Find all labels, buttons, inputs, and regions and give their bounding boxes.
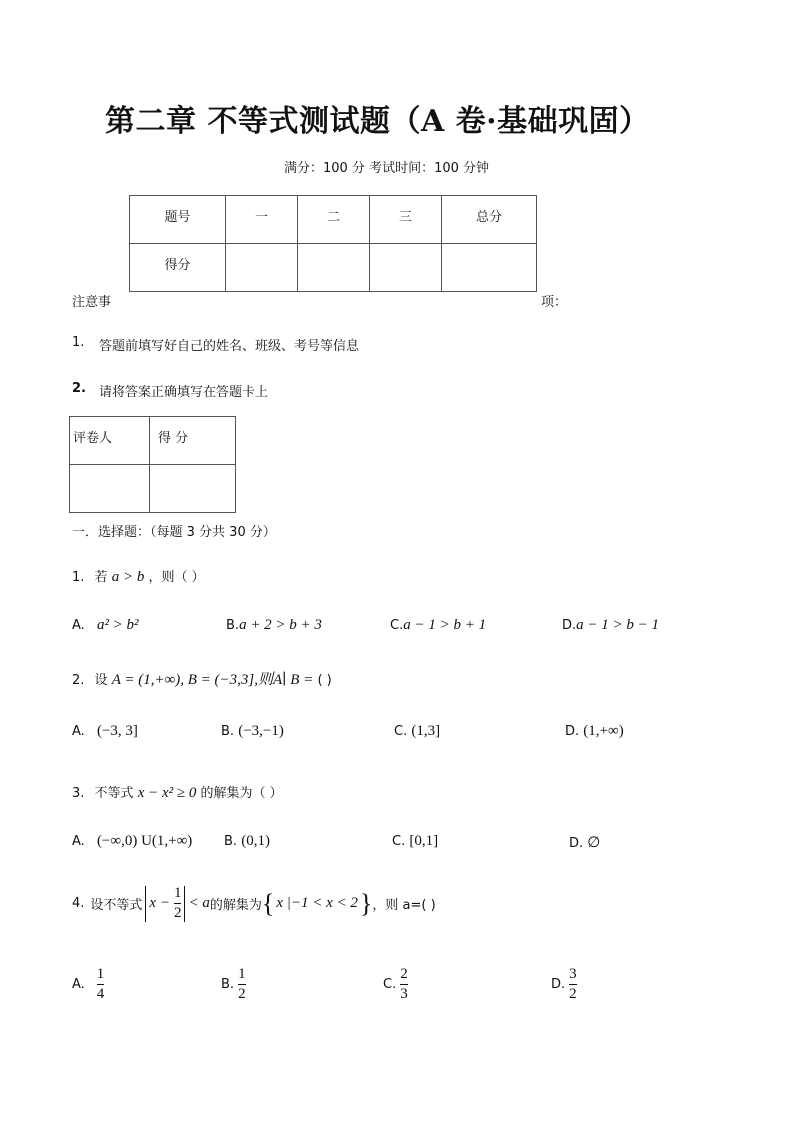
- question-stem-text: 设不等式: [90, 898, 143, 913]
- fraction: [400, 966, 408, 1003]
- option-label: B.: [221, 724, 235, 739]
- option-d[interactable]: [551, 966, 577, 1003]
- fraction-numerator: 2: [400, 966, 408, 982]
- question-stem-text: ，则 a=( ): [372, 898, 436, 913]
- score-row-label: 得分: [130, 244, 226, 292]
- notice-label-right: 项：: [541, 295, 568, 310]
- option-b[interactable]: [221, 723, 284, 740]
- fraction-denominator: 3: [400, 986, 408, 1002]
- section-heading: 一．选择题：（每题 3 分共 30 分）: [72, 525, 276, 540]
- absolute-value-bar: [184, 886, 185, 922]
- option-label: A.: [72, 977, 85, 992]
- option-label: D.: [562, 618, 577, 633]
- option-c[interactable]: [394, 723, 440, 740]
- score-header-cell: 一: [226, 196, 298, 244]
- fraction-numerator: 1: [173, 885, 182, 901]
- score-header-cell: 总分: [442, 196, 537, 244]
- question-math: x − x² ≥ 0: [137, 785, 197, 801]
- option-math: (1,3]: [411, 723, 441, 739]
- option-b[interactable]: [226, 617, 322, 634]
- question-stem-text: 的解集为: [209, 898, 262, 913]
- question-number: 1.: [72, 570, 85, 585]
- option-math: (1,+∞): [583, 723, 624, 739]
- grader-header-cell: 得 分: [150, 417, 236, 465]
- page-title: 第二章 不等式测试题（A 卷·基础巩固）: [105, 104, 650, 139]
- option-d[interactable]: [562, 617, 659, 634]
- option-math: (−3,−1): [238, 723, 284, 739]
- option-label: A.: [72, 724, 85, 739]
- option-math: ∅: [587, 835, 601, 851]
- question-2: [72, 668, 332, 689]
- question-3: [72, 782, 283, 802]
- option-label: C.: [383, 977, 397, 992]
- option-b[interactable]: [224, 833, 270, 850]
- question-stem-text: ( ): [317, 673, 332, 688]
- question-stem-text: 若: [94, 570, 108, 585]
- option-c[interactable]: [390, 617, 486, 634]
- fraction-denominator: 2: [238, 986, 246, 1002]
- fraction-bar: [400, 984, 408, 985]
- option-label: B.: [221, 977, 235, 992]
- option-d[interactable]: [565, 723, 624, 740]
- fraction: [97, 966, 105, 1003]
- option-c[interactable]: [383, 966, 408, 1003]
- grader-input-cell[interactable]: [70, 465, 150, 513]
- score-input-cell[interactable]: [226, 244, 298, 292]
- question-math: x −: [149, 895, 170, 911]
- question-stem-text: 设: [94, 673, 108, 688]
- option-a[interactable]: [72, 833, 192, 850]
- option-label: D.: [551, 977, 566, 992]
- question-4: [72, 885, 436, 922]
- option-a[interactable]: [72, 723, 138, 740]
- option-label: B.: [224, 834, 238, 849]
- notice-item-number: 2.: [72, 381, 86, 396]
- score-table: [129, 195, 537, 292]
- option-math: a + 2 > b + 3: [239, 617, 322, 633]
- option-label: B.: [226, 618, 240, 633]
- option-math: [0,1]: [409, 833, 439, 849]
- question-stem-text: ，则（ ）: [148, 570, 205, 585]
- option-label: D.: [569, 836, 584, 851]
- fraction-denominator: 4: [96, 986, 105, 1002]
- question-1: [72, 566, 205, 586]
- grader-header-cell: 评卷人: [70, 417, 150, 465]
- option-label: A.: [72, 618, 85, 633]
- option-d[interactable]: [569, 833, 600, 852]
- score-input-cell[interactable]: [370, 244, 442, 292]
- notice-item-number: 1.: [72, 335, 85, 350]
- option-b[interactable]: [221, 966, 246, 1003]
- notice-item-text: 请将答案正确填写在答题卡上: [99, 385, 269, 400]
- option-c[interactable]: [392, 833, 438, 850]
- absolute-value-bar: [145, 886, 146, 922]
- question-number: 3.: [72, 786, 85, 801]
- left-brace: {: [261, 888, 275, 918]
- fraction-bar: [97, 984, 105, 985]
- fraction: [238, 966, 246, 1003]
- option-math: (0,1): [241, 833, 270, 849]
- option-math: (−3, 3]: [96, 723, 138, 739]
- grader-input-cell[interactable]: [150, 465, 236, 513]
- option-math: (−∞,0) U(1,+∞): [96, 833, 193, 849]
- option-label: C.: [392, 834, 406, 849]
- question-number: 4.: [72, 896, 85, 911]
- notice-item-text: 答题前填写好自己的姓名、班级、考号等信息: [99, 339, 360, 354]
- score-input-cell[interactable]: [442, 244, 537, 292]
- fraction-numerator: 1: [96, 966, 105, 982]
- fraction-numerator: 3: [569, 966, 577, 982]
- option-label: C.: [390, 618, 404, 633]
- grader-table: [69, 416, 236, 513]
- fraction: [569, 966, 577, 1003]
- fraction-bar: [174, 903, 182, 904]
- option-label: D.: [565, 724, 580, 739]
- option-a[interactable]: [72, 617, 139, 634]
- question-math: < a: [188, 895, 210, 911]
- option-math: a − 1 > b + 1: [403, 617, 487, 633]
- question-stem-text: 的解集为（ ）: [200, 786, 283, 801]
- fraction-bar: [569, 984, 577, 985]
- option-label: A.: [72, 834, 85, 849]
- fraction-bar: [238, 984, 246, 985]
- score-input-cell[interactable]: [298, 244, 370, 292]
- score-header-cell: 二: [298, 196, 370, 244]
- question-math: x |−1 < x < 2: [276, 895, 358, 911]
- question-math: A = (1,+∞), B = (−3,3],则A∣ B =: [111, 672, 314, 688]
- option-math: a − 1 > b − 1: [576, 617, 660, 633]
- option-label: C.: [394, 724, 408, 739]
- fraction-numerator: 1: [238, 966, 246, 982]
- fraction-denominator: 2: [173, 905, 182, 921]
- notice-label-left: 注意事: [72, 295, 112, 310]
- exam-info: 满分：100 分 考试时间：100 分钟: [284, 161, 490, 176]
- option-math: a² > b²: [96, 617, 139, 633]
- question-math: a > b: [111, 569, 145, 585]
- fraction-denominator: 2: [569, 986, 577, 1002]
- question-stem-text: 不等式: [94, 786, 134, 801]
- option-a[interactable]: [72, 966, 104, 1003]
- right-brace: }: [359, 888, 373, 918]
- score-header-cell: 三: [370, 196, 442, 244]
- score-header-cell: 题号: [130, 196, 226, 244]
- question-number: 2.: [72, 673, 85, 688]
- fraction: [174, 885, 182, 922]
